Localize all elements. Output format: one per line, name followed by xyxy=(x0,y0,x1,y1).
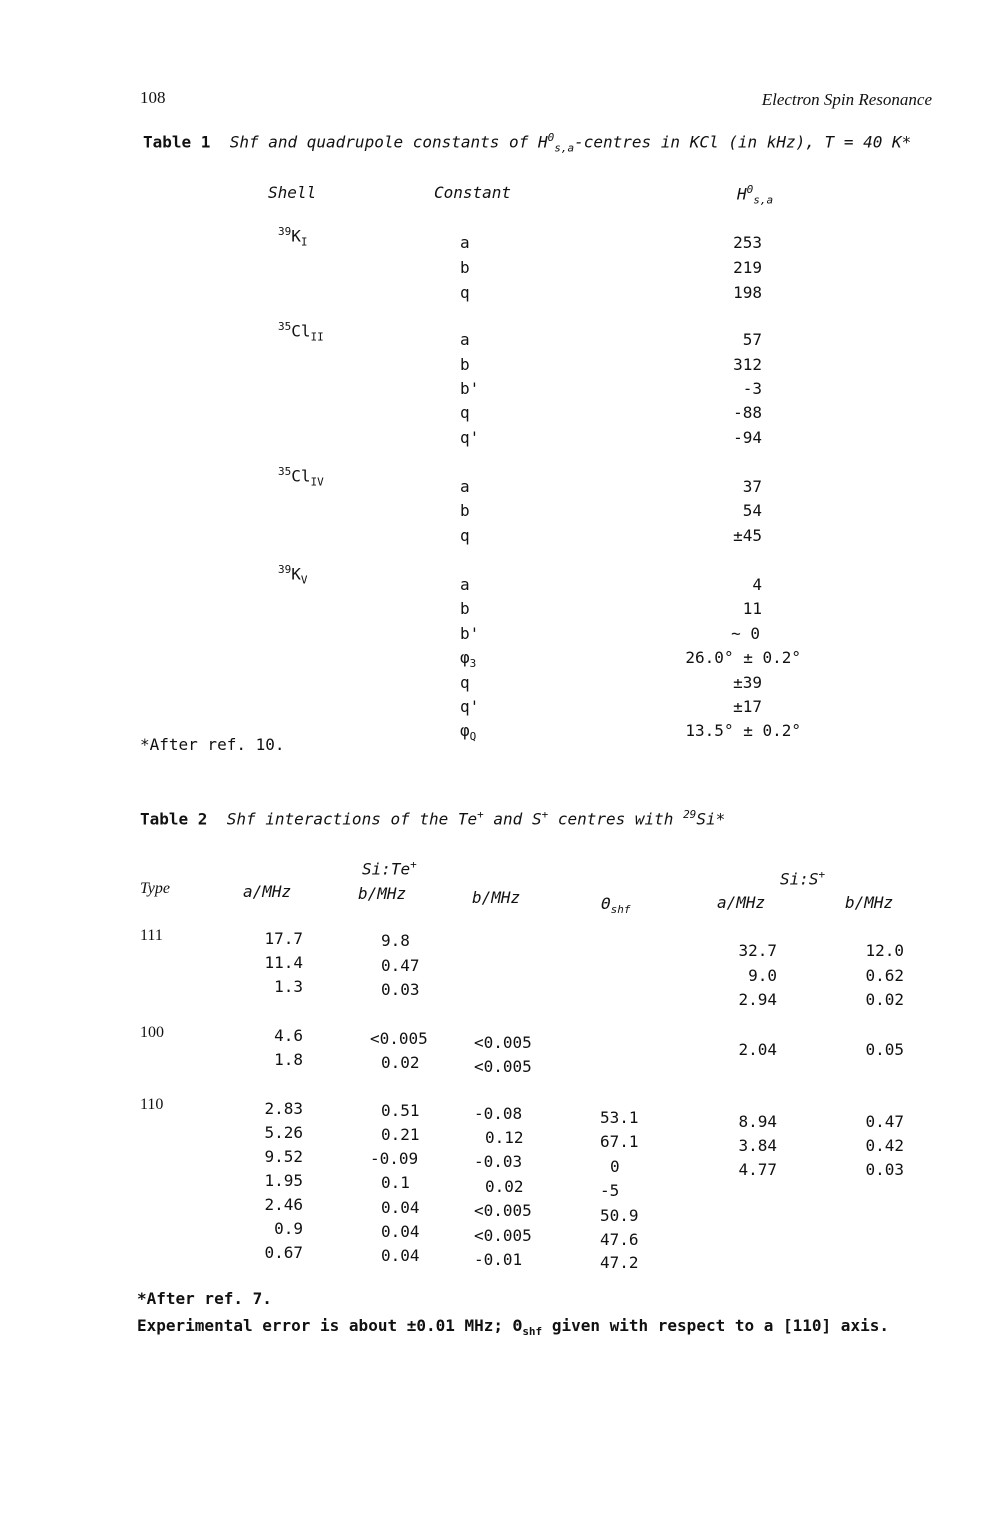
table2-header-te-b: b/MHz xyxy=(358,884,407,903)
table1-value: -88 xyxy=(733,403,762,422)
table2-te-b: 0.51 xyxy=(381,1101,420,1120)
table1-value: 57 xyxy=(742,330,762,349)
table1-constant: b xyxy=(460,501,470,520)
table1-constant: q xyxy=(460,403,470,422)
table2-te-b2: -0.01 xyxy=(474,1250,523,1269)
table1-value: 26.0° ± 0.2° xyxy=(685,648,801,667)
table1-caption: Table 1 Shf and quadrupole constants of $H^0_{s,a}$-centres in KCl (in kHz), T = 40 K* xyxy=(143,131,912,155)
table2-footnote: *After ref. 7. xyxy=(137,1289,272,1308)
table1-header-constant: Constant xyxy=(434,183,512,202)
table1-footnote: *After ref. 10. xyxy=(140,735,285,754)
table2-group-te: Si:Te+ xyxy=(362,858,417,879)
table1-label: Table 1 xyxy=(143,132,211,152)
table2-theta: 67.1 xyxy=(600,1132,639,1151)
table2-label: Table 2 xyxy=(140,809,208,829)
table1-value: 37 xyxy=(742,477,762,496)
table2-te-b: 0.04 xyxy=(381,1246,420,1265)
table2-te-b2: 0.12 xyxy=(485,1128,524,1147)
table2-s-b: 0.62 xyxy=(865,966,904,985)
table2-s-a: 32.7 xyxy=(738,941,777,960)
table1-value: 219 xyxy=(733,258,762,277)
table2-s-b: 0.47 xyxy=(865,1112,904,1131)
table2-te-a: 0.67 xyxy=(264,1243,303,1262)
table2-te-b: 0.21 xyxy=(381,1125,420,1144)
table2-te-a: 9.52 xyxy=(264,1147,303,1166)
table1-value: 54 xyxy=(742,501,762,520)
table1-constant: q' xyxy=(460,428,480,447)
table1-value: 198 xyxy=(733,283,762,302)
table2-te-b2: -0.03 xyxy=(474,1152,523,1171)
table1-value: 13.5° ± 0.2° xyxy=(685,721,801,740)
table2-s-b: 0.05 xyxy=(865,1040,904,1059)
table2-te-a: 2.83 xyxy=(264,1099,303,1118)
table2-te-b2: <0.005 xyxy=(474,1057,532,1076)
table2-theta: 53.1 xyxy=(600,1108,639,1127)
table2-te-a: 17.7 xyxy=(264,929,303,948)
table1-value: -3 xyxy=(742,379,762,398)
table1-shell: $^{35}Cl_{II}$ xyxy=(278,320,324,344)
table2-te-a: 1.95 xyxy=(264,1171,303,1190)
table2-te-a: 11.4 xyxy=(264,953,303,972)
table2-theta: 47.6 xyxy=(600,1230,639,1249)
table1-value: 312 xyxy=(733,355,762,374)
table1-constant: b' xyxy=(460,379,480,398)
table1-constant: $\varphi_3$ xyxy=(460,648,477,671)
table1-constant: $\varphi_Q$ xyxy=(460,721,477,744)
table2-te-b: 9.8 xyxy=(381,931,410,950)
table2-type: 100 xyxy=(140,1024,164,1041)
table1-constant: a xyxy=(460,233,470,252)
table2-te-b2: <0.005 xyxy=(474,1033,532,1052)
table2-te-b2: 0.02 xyxy=(485,1177,524,1196)
table2-caption: Table 2 Shf interactions of the Te+ and S+ centres with $^{29}$Si* xyxy=(140,808,726,829)
table1-value: ~ 0 xyxy=(731,624,760,643)
table2-header-s-a: a/MHz xyxy=(717,893,766,912)
table1-constant: a xyxy=(460,330,470,349)
table2-te-b2: -0.08 xyxy=(474,1104,523,1123)
table1-value: ±39 xyxy=(733,673,762,692)
table2-te-b: 0.03 xyxy=(381,980,420,999)
table2-te-b: 0.04 xyxy=(381,1222,420,1241)
page-number: 108 xyxy=(140,88,166,107)
table1-constant: q xyxy=(460,526,470,545)
table1-constant: b xyxy=(460,355,470,374)
table1-shell: $^{39}K_V$ xyxy=(278,563,308,587)
table1-constant: q xyxy=(460,673,470,692)
table1-shell: $^{39}K_I$ xyxy=(278,225,308,249)
table1-header-value: $H^0_{s,a}$ xyxy=(737,183,774,207)
table2-group-s: Si:S+ xyxy=(780,868,826,889)
table2-header-theta: $\Theta_{shf}$ xyxy=(601,894,631,917)
table2-s-b: 0.03 xyxy=(865,1160,904,1179)
table2-te-b: -0.09 xyxy=(370,1149,419,1168)
table2-s-b: 0.02 xyxy=(865,990,904,1009)
table1-value: 4 xyxy=(752,575,762,594)
table2-s-a: 2.04 xyxy=(738,1040,777,1059)
table2-te-b: 0.1 xyxy=(381,1173,410,1192)
table1-constant: q' xyxy=(460,697,480,716)
table2-te-a: 1.3 xyxy=(274,977,303,996)
table2-te-b: <0.005 xyxy=(370,1029,428,1048)
table2-te-a: 2.46 xyxy=(264,1195,303,1214)
table2-te-a: 5.26 xyxy=(264,1123,303,1142)
table1-value: 253 xyxy=(733,233,762,252)
table2-te-b2: <0.005 xyxy=(474,1201,532,1220)
table2-s-b: 0.42 xyxy=(865,1136,904,1155)
table1-shell: $^{35}Cl_{IV}$ xyxy=(278,465,324,489)
table2-te-a: 1.8 xyxy=(274,1050,303,1069)
table2-s-a: 4.77 xyxy=(738,1160,777,1179)
table2-header-type: Type xyxy=(140,880,170,897)
table2-s-a: 8.94 xyxy=(738,1112,777,1131)
table1-header-shell: Shell xyxy=(268,183,317,202)
table2-header-te-a: a/MHz xyxy=(243,882,292,901)
table2-te-b: 0.04 xyxy=(381,1198,420,1217)
table1-constant: a xyxy=(460,477,470,496)
table2-type: 110 xyxy=(140,1096,164,1113)
table2-te-b2: <0.005 xyxy=(474,1226,532,1245)
table2-note: Experimental error is about ±0.01 MHz; $\Theta_{shf}$ given with respect to a [110] axis. xyxy=(137,1316,889,1339)
table1-value: ±17 xyxy=(733,697,762,716)
table1-constant: q xyxy=(460,283,470,302)
table1-constant: b' xyxy=(460,624,480,643)
table1-value: -94 xyxy=(733,428,762,447)
table2-type: 111 xyxy=(140,927,163,944)
table2-header-s-b: b/MHz xyxy=(845,893,894,912)
table2-te-b: 0.02 xyxy=(381,1053,420,1072)
table2-s-b: 12.0 xyxy=(865,941,904,960)
table1-value: 11 xyxy=(742,599,762,618)
running-head: Electron Spin Resonance xyxy=(761,90,932,109)
table2-theta: 47.2 xyxy=(600,1253,639,1272)
table2-te-b: 0.47 xyxy=(381,956,420,975)
table1-constant: b xyxy=(460,258,470,277)
table1-constant: b xyxy=(460,599,470,618)
table2-s-a: 9.0 xyxy=(748,966,777,985)
table2-s-a: 2.94 xyxy=(738,990,777,1009)
table2-theta: -5 xyxy=(600,1181,620,1200)
table2-te-a: 4.6 xyxy=(274,1026,303,1045)
table1-value: ±45 xyxy=(733,526,762,545)
table2-theta: 0 xyxy=(610,1157,620,1176)
table2-te-a: 0.9 xyxy=(274,1219,303,1238)
table1-constant: a xyxy=(460,575,470,594)
table2-theta: 50.9 xyxy=(600,1206,639,1225)
table2-header-te-b2: b/MHz xyxy=(472,888,521,907)
table2-s-a: 3.84 xyxy=(738,1136,777,1155)
